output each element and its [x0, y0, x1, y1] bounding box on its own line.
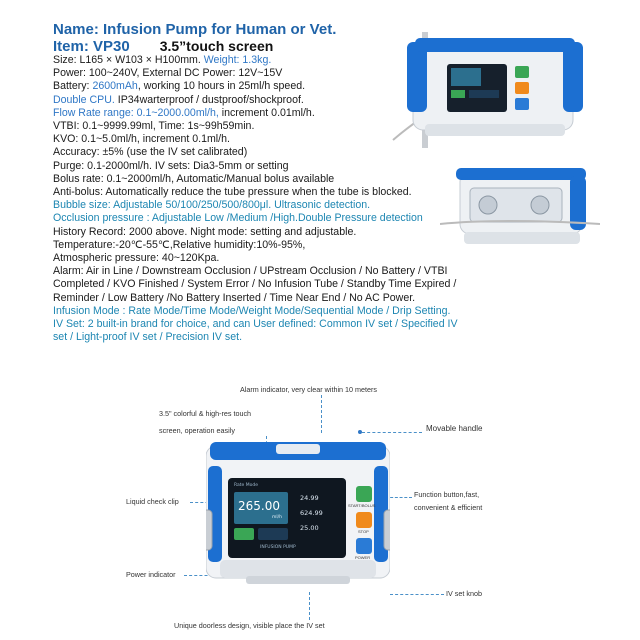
- callout-handle: Movable handle: [426, 424, 483, 433]
- spec-text: Double CPU.: [53, 93, 115, 106]
- pump-photo-front: [385, 28, 600, 148]
- spec-text: Size: L165 × W103 × H100mm.: [53, 54, 204, 66]
- spec-text: KVO: 0.1~5.0ml/h, increment 0.1ml/h.: [53, 133, 230, 146]
- leader-handle-dot: [358, 430, 362, 434]
- callout-func-2: convenient & efficient: [414, 503, 483, 512]
- spec-text: Flow Rate range: 0.1~2000.00ml/h,: [53, 106, 219, 119]
- spec-text: History Record: 2000 above. Night mode: setting and adjustable.: [53, 225, 357, 238]
- spec-line: [53, 292, 513, 305]
- spec-line: [53, 318, 513, 331]
- leader-alarm: [321, 395, 322, 433]
- item-code: Item: VP30: [53, 38, 130, 55]
- spec-line: [53, 331, 513, 344]
- spec-text: , working 10 hours in 25ml/h speed.: [137, 80, 306, 93]
- spec-text: increment 0.01ml/h.: [218, 106, 315, 119]
- screen-brand: INFUSION PUMP: [260, 545, 296, 550]
- screen-value-3: 25.00: [300, 524, 319, 532]
- spec-line: [53, 265, 513, 278]
- spec-text: Bubble size: Adjustable 50/100/250/500/800μl. Ultrasonic detection.: [53, 199, 371, 212]
- spec-text: 2600mAh: [92, 80, 138, 93]
- callout-func-1: Function button,fast,: [414, 490, 480, 499]
- callout-knob: IV set knob: [446, 589, 482, 598]
- spec-text: Atmospheric pressure: 40~120Kpa.: [53, 252, 220, 265]
- callout-power: Power indicator: [126, 570, 176, 579]
- pump-photo-open: [440, 160, 600, 260]
- screen-value-2: 624.99: [300, 509, 323, 517]
- spec-text: Power: 100~240V, External DC Power: 12V~15V: [53, 67, 283, 80]
- spec-text: Reminder / Low Battery /No Battery Inserted / Time Near End / No AC Power.: [53, 291, 416, 304]
- leader-door: [309, 592, 310, 620]
- pump-front-view: [206, 438, 390, 588]
- spec-text: set / Light-proof IV set / Precision IV set.: [53, 331, 243, 344]
- spec-text: Completed / KVO Finished / System Error / No Infusion Tube / Standby Time Expired /: [53, 278, 457, 291]
- screen-rate-unit: ml/h: [272, 515, 283, 520]
- spec-text: Temperature:-20℃-55℃,Relative humidity:10%-95%,: [53, 238, 306, 251]
- screen-status: Rate Mode: [234, 483, 259, 488]
- leader-handle: [362, 432, 422, 433]
- callout-touch-2: screen, operation easily: [159, 426, 235, 435]
- spec-line: [53, 305, 513, 318]
- callout-clip: Liquid check clip: [126, 497, 179, 506]
- screen-size: 3.5”touch screen: [159, 38, 274, 54]
- spec-text: Infusion Mode : Rate Mode/Time Mode/Weight Mode/Sequential Mode / Drip Setting.: [53, 304, 451, 317]
- screen-tile: [258, 528, 288, 540]
- product-name: Name: Infusion Pump for Human or Vet.: [53, 21, 337, 38]
- screen-green-tile: [234, 528, 254, 540]
- spec-text: Alarm: Air in Line / Downstream Occlusion / UPstream Occlusion / No Battery / VTBI: [53, 265, 448, 278]
- device-screen: [232, 482, 342, 554]
- spec-text: Purge: 0.1-2000ml/h. IV sets: Dia3-5mm or setting: [53, 159, 289, 172]
- power-button-label: POWER: [355, 555, 371, 560]
- screen-rate: 265.00: [238, 499, 280, 513]
- screen-value-1: 24.99: [300, 494, 319, 502]
- spec-text: Bolus rate: 0.1~2000ml/h, Automatic/Manual bolus available: [53, 172, 335, 185]
- spec-line: [53, 278, 513, 291]
- callout-alarm: Alarm indicator, very clear within 10 meters: [240, 385, 378, 394]
- callout-door: Unique doorless design, visible place the IV set: [174, 621, 325, 630]
- spec-line: [53, 146, 513, 159]
- start-button-label: START/BOLUS: [348, 503, 376, 508]
- spec-text: Occlusion pressure : Adjustable Low /Medium /High.Double Pressure detection: [53, 212, 423, 225]
- callout-touch-1: 3.5" colorful & high-res touch: [159, 409, 252, 418]
- stop-button-label: STOP: [358, 529, 369, 534]
- product-item: [53, 38, 273, 55]
- spec-text: IV Set: 2 built-in brand for choice, and can User defined: Common IV set / Specified IV: [53, 318, 458, 331]
- spec-text: Accuracy: ±5% (use the IV set calibrated): [53, 146, 248, 159]
- leader-knob: [390, 594, 444, 595]
- spec-text: Battery:: [53, 80, 93, 93]
- spec-text: Weight: 1.3kg.: [203, 54, 272, 66]
- spec-text: VTBI: 0.1~9999.99ml, Time: 1s~99h59min.: [53, 120, 255, 133]
- spec-text: Anti-bolus: Automatically reduce the tube pressure when the tube is blocked.: [53, 186, 412, 199]
- screen-rate-panel: [234, 492, 288, 524]
- spec-text: IP34warterproof / dustproof/shockproof.: [114, 93, 304, 106]
